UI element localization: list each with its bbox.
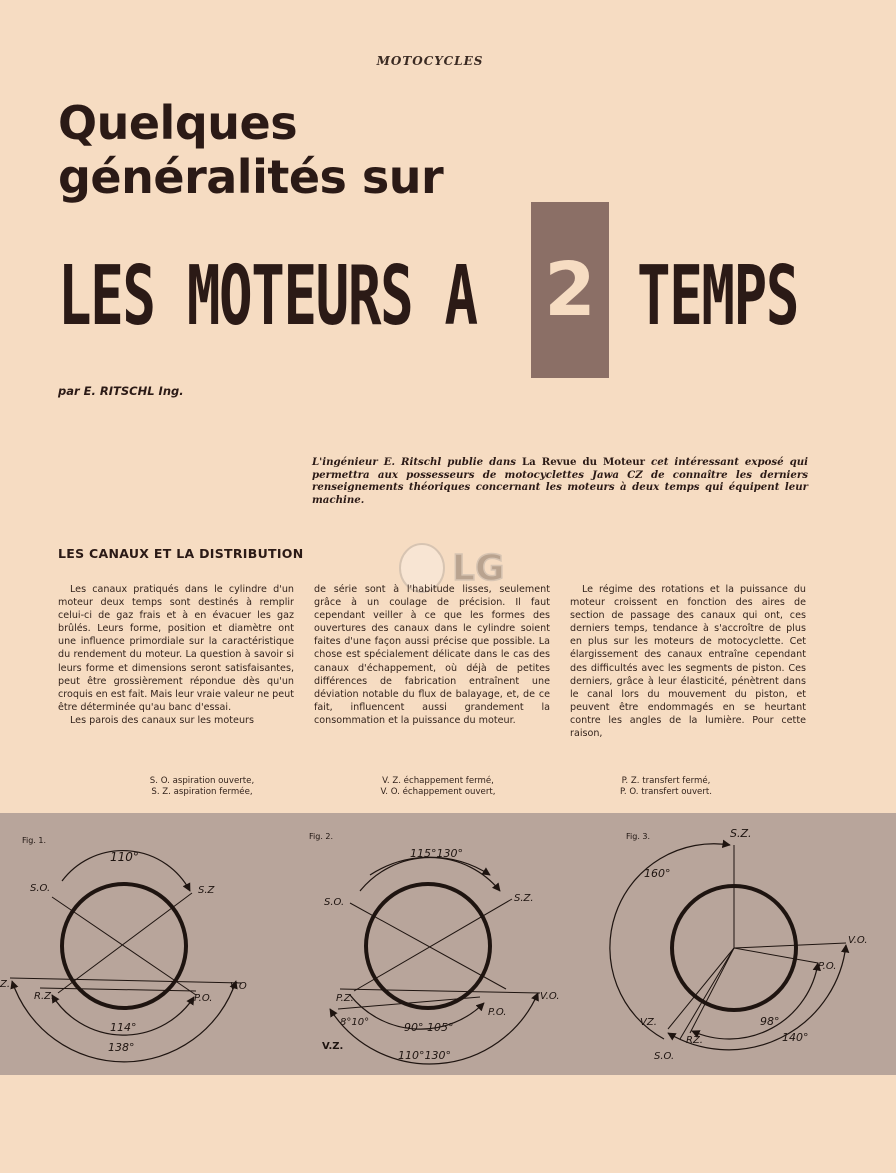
fig1-inner-angle: 114° [110, 1021, 137, 1034]
fig1-label: Fig. 1. [22, 836, 47, 845]
figures-band [0, 813, 896, 1075]
fig3-inner-angle: 98° [760, 1015, 780, 1028]
text-column-3 [570, 583, 806, 740]
title-line-2: généralités sur [58, 150, 444, 204]
fig3-line-so [680, 948, 734, 1039]
legend-fig-2 [338, 776, 538, 798]
fig1-top-angle: 110° [110, 850, 139, 864]
fig3-line-rz [690, 948, 734, 1033]
fig2-bottom-angle: 110°130° [398, 1049, 451, 1062]
figure-3 [610, 827, 868, 1062]
fig2-vo-label: V.O. [540, 991, 560, 1002]
fig2-vz-label: V.Z. [322, 1041, 344, 1052]
fig3-arc-transfer [692, 963, 818, 1039]
col3-paragraph-1: Le régime des rotations et la puissance du moteur croissent en fonction des aires de section de passage des canaux qui ont, ces derniers temps, tendance à s'accroître de plus en plus sur les moteurs de motocyclette. Cet élargissement des canaux entraîne cependant des difficultés avec les segments de piston. Ces derniers, grâce à leur élasticité, pénètrent dans le canal lors du mouvement du piston, et peuvent être endommagés en se heurtant contre les angles de la lumière. Pour cette raison, [570, 584, 806, 740]
legend-pz: P. Z. transfert fermé, [621, 776, 711, 786]
figure-2 [309, 832, 560, 1064]
fig2-label: Fig. 2. [309, 832, 334, 841]
section-tag: MOTOCYCLES [376, 54, 484, 68]
figure-1 [0, 836, 247, 1062]
timing-diagrams [0, 813, 896, 1075]
text-column-1 [58, 583, 294, 727]
fig3-line-po [734, 948, 818, 963]
title-number-box [531, 202, 609, 378]
fig3-line-vz [668, 948, 734, 1029]
intro-paragraph [312, 456, 808, 506]
intro-publication: La Revue du Moteur [521, 456, 646, 468]
fig1-z-label: Z. [0, 979, 11, 990]
legend-vo: V. O. échappement ouvert, [380, 787, 496, 797]
col2-paragraph-1: de série sont à l'habitude lisses, seulement grâce à un coulage de précision. Il faut cependant veiller à ce que les formes des ouvertures des canaux dans le cylindre soient faites d'une façon aussi précise que possible. La chose est spécialement délicate dans le cas des canaux d'échappement, où déjà de petites différences de fabrication entraînent une déviation notable du flux de balayage, et, de ce fait, influencent aussi grandement la consommation et la puissance du moteur. [314, 584, 550, 726]
fig1-outer-angle: 138° [108, 1041, 135, 1054]
title-line-1: Quelques [58, 96, 298, 150]
fig3-label: Fig. 3. [626, 832, 651, 841]
fig3-top-angle: 160° [644, 867, 671, 880]
fig1-po-label: P.O. [194, 993, 213, 1004]
text-column-2 [314, 583, 550, 727]
title-big-right: TEMPS [637, 249, 799, 344]
byline: par E. RITSCHL Ing. [58, 384, 184, 398]
legend-po: P. O. transfert ouvert. [620, 787, 712, 797]
fig2-small-angles: 8°10° [340, 1017, 370, 1028]
fig1-line-vo [10, 978, 242, 983]
fig2-mid-angle: 90° 105° [404, 1021, 454, 1034]
fig3-vz-label: VZ. [640, 1017, 657, 1028]
fig3-outer-angle: 140° [782, 1031, 809, 1044]
fig1-rz-label: R.Z. [34, 991, 55, 1002]
fig1-vo-label: V.O [230, 981, 247, 992]
legend-fig-3 [566, 776, 766, 798]
col1-paragraph-1: Les canaux pratiqués dans le cylindre d'un moteur deux temps sont destinés à remplir celui-ci de gaz frais et à en évacuer les gaz brûlés. Leurs forme, position et diamètre ont une influence primordiale sur la caractéristique du rendement du moteur. La question à savoir si leurs forme et dimensions seront satisfaisantes, peut être grossièrement répondue dès qu'un croquis en est fait. Mais leur vraie valeur ne peut être déterminée qu'au banc d'essai. [58, 584, 294, 713]
title-number: 2 [544, 247, 596, 333]
fig2-top-angle: 115°130° [410, 847, 463, 860]
fig3-line-vo [734, 943, 846, 948]
watermark-text: LG [452, 548, 505, 589]
legend-sz: S. Z. aspiration fermée, [151, 787, 253, 797]
col1-paragraph-2: Les parois des canaux sur les moteurs [70, 714, 254, 726]
fig2-line-pz [338, 997, 480, 1009]
legend-vz: V. Z. échappement fermé, [382, 776, 494, 786]
fig1-so-label: S.O. [30, 883, 51, 894]
title-big-left: LES MOTEURS A [58, 249, 477, 344]
fig2-sz-label: S.Z. [514, 893, 534, 904]
fig3-sz-label: S.Z. [730, 827, 752, 840]
section-heading: LES CANAUX ET LA DISTRIBUTION [58, 546, 304, 561]
intro-part-2: cet intéressant exposé qui permettra aux possesseurs de motocyclettes Jawa CZ de connaître les derniers renseignements théoriques concernant les moteurs à deux temps qui équipent leur machine. [312, 456, 808, 506]
legend-fig-1 [102, 776, 302, 798]
fig2-po-label: P.O. [488, 1007, 507, 1018]
fig3-so-label: S.O. [654, 1051, 675, 1062]
intro-part-1: L'ingénieur E. Ritschl publie dans [312, 456, 522, 468]
fig3-vo-label: V.O. [848, 935, 868, 946]
fig3-po-label: P.O. [818, 961, 837, 972]
fig2-line-vo [340, 989, 540, 993]
fig2-so-label: S.O. [324, 897, 345, 908]
fig1-sz-label: S.Z [198, 885, 215, 896]
legend-so: S. O. aspiration ouverte, [149, 776, 255, 786]
fig2-pz-label: P.Z. [336, 993, 354, 1004]
fig3-rz-label: RZ. [686, 1035, 703, 1046]
